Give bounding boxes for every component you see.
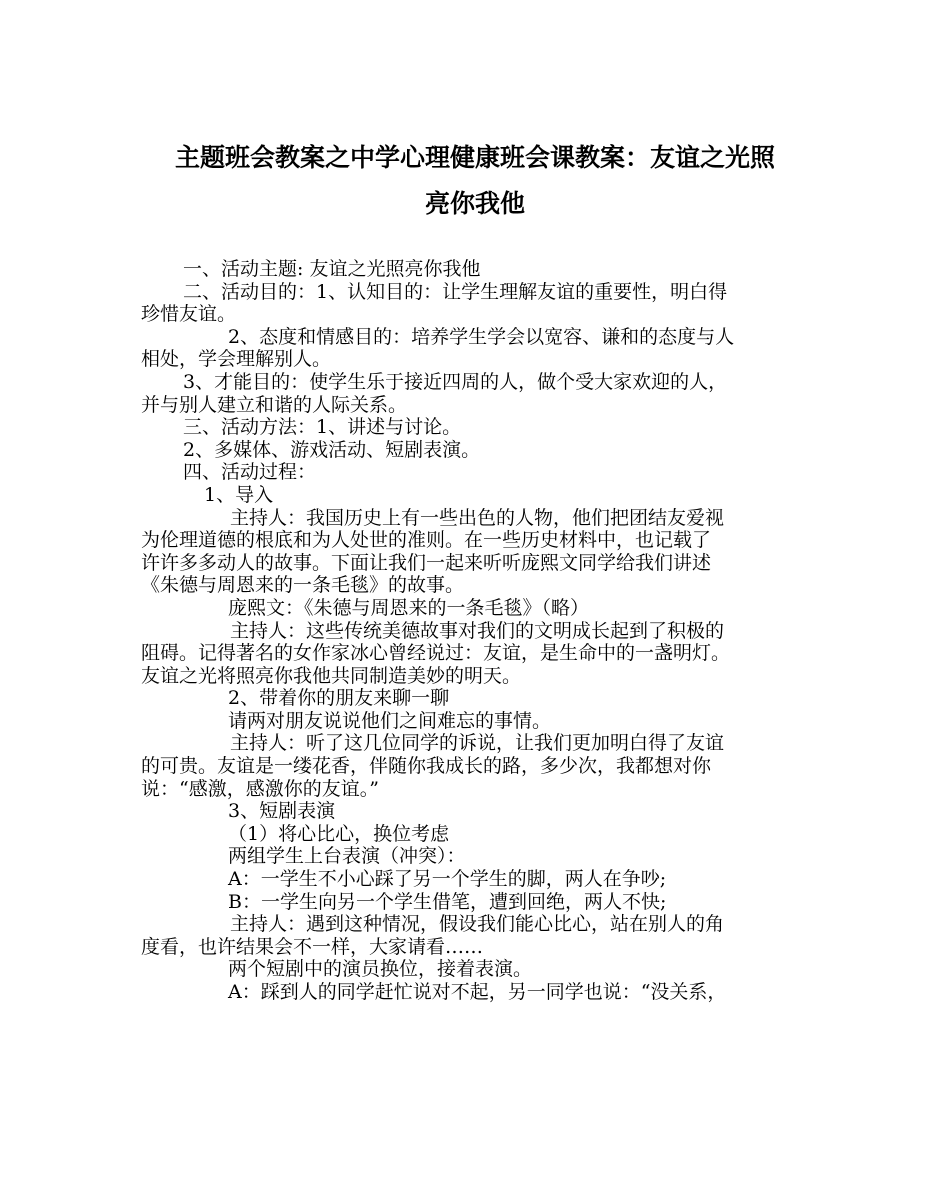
paragraph-line: 度看，也许结果会不一样，大家请看…… — [141, 935, 484, 958]
paragraph-line: 阻碍。记得著名的女作家冰心曾经说过：友谊，是生命中的一盏明灯。 — [141, 642, 731, 665]
paragraph-line: 主持人：遇到这种情况，假设我们能心比心，站在别人的角 — [230, 913, 725, 936]
paragraph-line: 两组学生上台表演（冲突）： — [228, 845, 466, 868]
paragraph-line: 主持人：听了这几位同学的诉说，让我们更加明白得了友谊 — [230, 732, 725, 755]
paragraph-line: 珍惜友谊。 — [141, 303, 237, 326]
paragraph-line: 四、活动过程： — [183, 461, 317, 484]
paragraph-line: 1、导入 — [204, 483, 274, 506]
document-body — [141, 258, 821, 1004]
document-title-line-1: 主题班会教案之中学心理健康班会课教案：友谊之光照 — [174, 143, 775, 172]
paragraph-line: 相处，学会理解别人。 — [141, 348, 332, 371]
paragraph-line: 为伦理道德的根底和为人处世的准则。在一些历史材料中，也记载了 — [141, 529, 712, 552]
paragraph-line: 一、活动主题: 友谊之光照亮你我他 — [183, 258, 481, 280]
paragraph-line: 《朱德与周恩来的一条毛毯》的故事。 — [141, 574, 465, 597]
paragraph-line: 的可贵。友谊是一缕花香，伴随你我成长的路，多少次，我都想对你 — [141, 755, 712, 778]
paragraph-line: 主持人：这些传统美德故事对我们的文明成长起到了积极的 — [230, 619, 725, 642]
paragraph-line: 2、态度和情感目的：培养学生学会以宽容、谦和的态度与人 — [228, 325, 735, 348]
paragraph-line: 2、多媒体、游戏活动、短剧表演。 — [183, 438, 481, 461]
paragraph-line: 请两对朋友说说他们之间难忘的事情。 — [228, 709, 552, 732]
paragraph-line: 二、活动目的：1、认知目的：让学生理解友谊的重要性，明白得 — [183, 280, 728, 303]
paragraph-line: 并与别人建立和谐的人际关系。 — [141, 393, 408, 416]
paragraph-line: 许许多多动人的故事。下面让我们一起来听听庞熙文同学给我们讲述 — [141, 551, 712, 574]
paragraph-line: A：一学生不小心踩了另一个学生的脚，两人在争吵; — [228, 868, 667, 891]
paragraph-line: 友谊之光将照亮你我他共同制造美妙的明天。 — [141, 664, 522, 687]
paragraph-line: B：一学生向另一个学生借笔，遭到回绝，两人不快; — [228, 890, 667, 913]
paragraph-line: （1）将心比心，换位考虑 — [228, 822, 450, 845]
paragraph-line: 说：“感激，感激你的友谊。” — [141, 777, 379, 800]
paragraph-line: A：踩到人的同学赶忙说对不起，另一同学也说：“没关系， — [228, 981, 727, 1003]
paragraph-line: 两个短剧中的演员换位，接着表演。 — [228, 958, 533, 981]
paragraph-line: 2、带着你的朋友来聊一聊 — [228, 687, 450, 710]
paragraph-line: 三、活动方法：1、讲述与讨论。 — [183, 416, 462, 439]
paragraph-line: 主持人：我国历史上有一些出色的人物，他们把团结友爱视 — [230, 506, 725, 529]
paragraph-line: 庞熙文：《朱德与周恩来的一条毛毯》（略） — [228, 596, 590, 619]
document-title-line-2: 亮你我他 — [424, 189, 525, 218]
paragraph-line: 3、才能目的：使学生乐于接近四周的人，做个受大家欢迎的人， — [183, 370, 728, 393]
paragraph-line: 3、短剧表演 — [228, 800, 336, 823]
